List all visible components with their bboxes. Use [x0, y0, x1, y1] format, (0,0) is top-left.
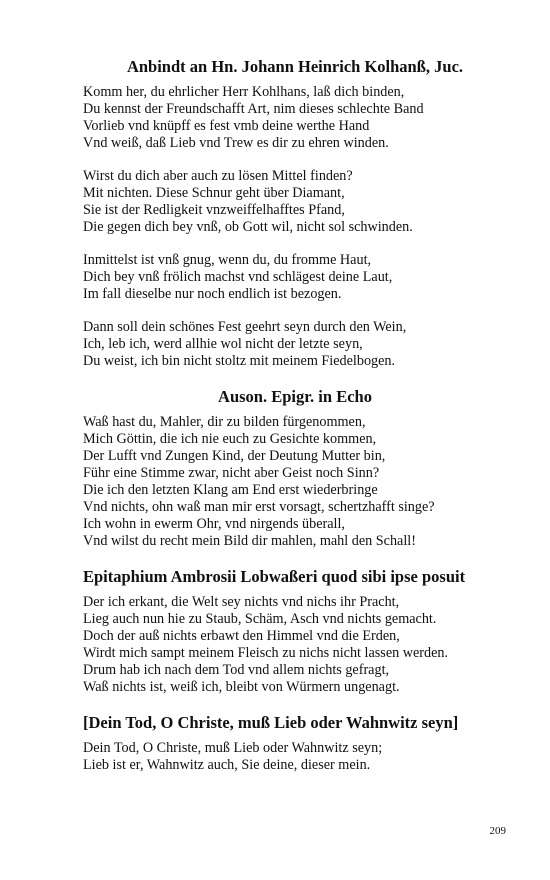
verse-line: Vnd weiß, daß Lieb vnd Trew es dir zu ehren winden. — [83, 135, 389, 151]
verse-line: Vnd nichts, ohn waß man mir erst vorsagt, schertzhafft singe? — [83, 499, 435, 515]
verse-line: Du kennst der Freundschafft Art, nim dieses schlechte Band — [83, 101, 424, 117]
stanza — [83, 168, 523, 236]
verse-line: Inmittelst ist vnß gnug, wenn du, du fromme Haut, — [83, 252, 372, 268]
verse-line: Lieg auch nun hie zu Staub, Schäm, Asch vnd nichts gemacht. — [83, 611, 437, 627]
poem-title: Auson. Epigr. in Echo — [218, 387, 372, 406]
verse-line: Der Lufft vnd Zungen Kind, der Deutung Mutter bin, — [83, 448, 386, 464]
stanza — [83, 319, 523, 370]
stanza — [83, 84, 523, 152]
verse-line: Ich wohn in ewerm Ohr, vnd nirgends überall, — [83, 516, 345, 532]
verse-line: Vorlieb vnd knüpff es fest vmb deine werthe Hand — [83, 118, 370, 134]
poem-title: [Dein Tod, O Christe, muß Lieb oder Wahnwitz seyn] — [83, 713, 459, 732]
verse-line: Im fall dieselbe nur noch endlich ist bezogen. — [83, 286, 342, 302]
verse-line: Vnd wilst du recht mein Bild dir mahlen, mahl den Schall! — [83, 533, 416, 549]
poem-epitaphium — [83, 566, 523, 696]
poem-title: Epitaphium Ambrosii Lobwaßeri quod sibi ipse posuit — [83, 567, 466, 586]
stanza — [83, 740, 523, 774]
verse-line: Waß hast du, Mahler, dir zu bilden fürgenommen, — [83, 414, 366, 430]
verse-line: Dann soll dein schönes Fest geehrt seyn durch den Wein, — [83, 319, 407, 335]
text-block — [83, 56, 523, 774]
verse-line: Ich, leb ich, werd allhie wol nicht der letzte seyn, — [83, 336, 363, 352]
stanza — [83, 252, 523, 303]
verse-line: Waß nichts ist, weiß ich, bleibt von Würmern ungenagt. — [83, 679, 400, 695]
verse-line: Der ich erkant, die Welt sey nichts vnd nichs ihr Pracht, — [83, 594, 400, 610]
verse-line: Die gegen dich bey vnß, ob Gott wil, nicht sol schwinden. — [83, 219, 413, 235]
verse-line: Dich bey vnß frölich machst vnd schlägest deine Laut, — [83, 269, 393, 285]
verse-line: Doch der auß nichts erbawt den Himmel vnd die Erden, — [83, 628, 400, 644]
verse-line: Wirdt mich sampt meinem Fleisch zu nichs nicht lassen werden. — [83, 645, 449, 661]
poem-title: Anbindt an Hn. Johann Heinrich Kolhanß, Juc. — [126, 57, 464, 76]
verse-line: Die ich den letzten Klang am End erst wiederbringe — [83, 482, 378, 498]
stanza — [83, 594, 523, 696]
verse-line: Lieb ist er, Wahnwitz auch, Sie deine, dieser mein. — [83, 757, 371, 773]
poem-anbindt — [83, 56, 523, 370]
poem-dein-tod — [83, 712, 523, 774]
verse-line: Mich Göttin, die ich nie euch zu Gesichte kommen, — [83, 431, 377, 447]
verse-line: Wirst du dich aber auch zu lösen Mittel finden? — [83, 168, 353, 184]
verse-line: Drum hab ich nach dem Tod vnd allem nichts gefragt, — [83, 662, 390, 678]
poem-echo — [83, 386, 523, 550]
verse-line: Mit nichten. Diese Schnur geht über Diamant, — [83, 185, 345, 201]
verse-line: Komm her, du ehrlicher Herr Kohlhans, laß dich binden, — [83, 84, 405, 100]
page-number: 209 — [489, 825, 506, 837]
verse-line: Sie ist der Redligkeit vnzweiffelhafftes Pfand, — [83, 202, 345, 218]
verse-line: Dein Tod, O Christe, muß Lieb oder Wahnwitz seyn; — [83, 740, 383, 756]
stanza — [83, 414, 523, 550]
verse-line: Du weist, ich bin nicht stoltz mit meinem Fiedelbogen. — [83, 353, 396, 369]
verse-line: Führ eine Stimme zwar, nicht aber Geist noch Sinn? — [83, 465, 380, 481]
